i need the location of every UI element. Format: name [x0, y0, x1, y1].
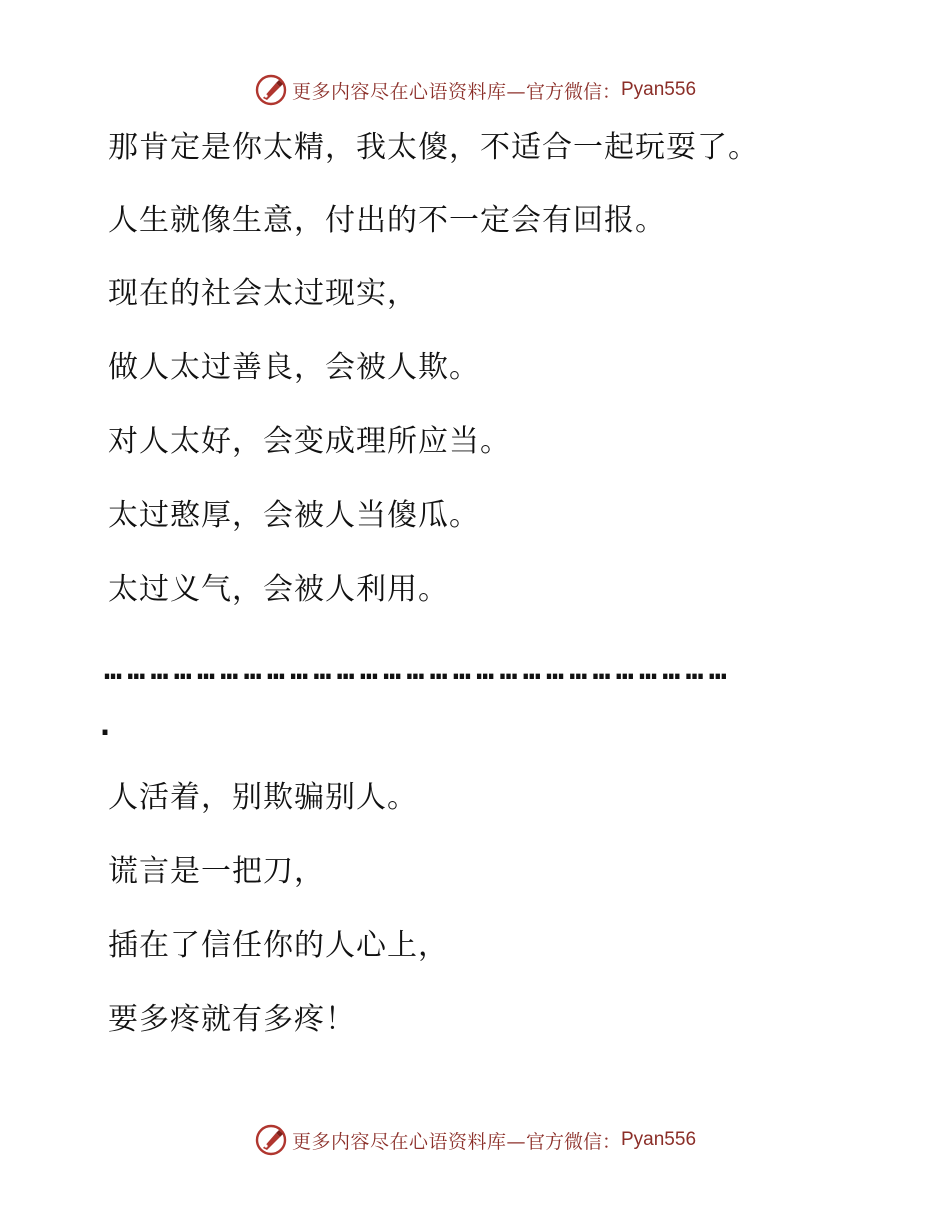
text-line: 人生就像生意，付出的不一定会有回报。 [108, 203, 666, 238]
text-line: 要多疼就有多疼！ [108, 1002, 356, 1037]
header-banner [0, 70, 950, 110]
text-line: 谎言是一把刀， [108, 854, 325, 889]
header-wechat-id: Pyan556 [621, 79, 697, 100]
header-wechat-label: 官方微信： [525, 80, 621, 103]
text-line: 那肯定是你太精，我太傻，不适合一起玩耍了。 [108, 130, 759, 165]
header-text: 更多内容尽在心语资料库— [291, 80, 526, 103]
footer-banner [0, 1120, 950, 1160]
footer-wechat-label: 官方微信： [525, 1130, 621, 1153]
dotted-separator-tail: . [96, 708, 115, 743]
text-line: 对人太好，会变成理所应当。 [108, 424, 511, 459]
pen-nib-logo-icon [254, 73, 288, 107]
text-line: 做人太过善良，会被人欺。 [108, 350, 480, 385]
text-line: 插在了信任你的人心上， [108, 928, 449, 963]
footer-text: 更多内容尽在心语资料库— [291, 1130, 526, 1153]
text-line: 太过憨厚，会被人当傻瓜。 [108, 498, 480, 533]
text-line: 人活着，别欺骗别人。 [108, 780, 418, 815]
pen-nib-logo-icon [254, 1123, 288, 1157]
text-line: 太过义气，会被人利用。 [108, 572, 449, 607]
dotted-separator: ……………………………………………………………………… [104, 652, 733, 687]
text-line: 现在的社会太过现实， [108, 276, 418, 311]
footer-wechat-id: Pyan556 [621, 1129, 697, 1150]
